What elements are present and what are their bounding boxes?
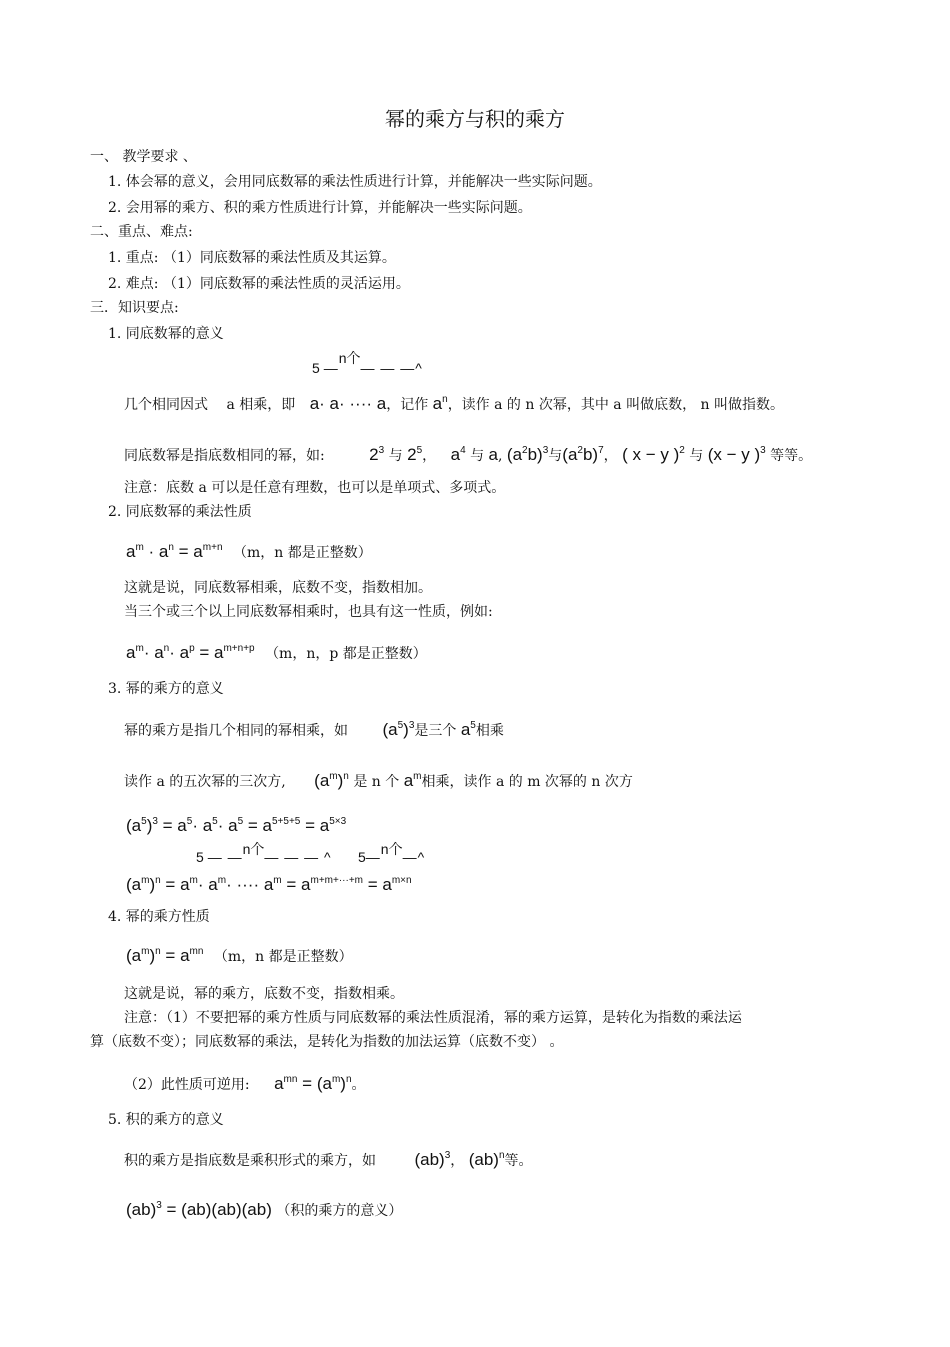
k2-heading: 2. 同底数幂的乘法性质 bbox=[108, 504, 252, 520]
k1-same-base: 同底数幂是指底数相同的幂，如: $2^3$ 与 $2^5$， $a^4$ 与 a, $(a^2b)^3$与$(a^2b)^7$， ( x − y )$^2$ 与 (x − y )$^3$ 等等。 bbox=[124, 445, 813, 464]
k5-text-2: （积的乘方的意义） bbox=[276, 1203, 403, 1219]
k3-example-1: $(a^5)^3 = a^5\cdot a^5\cdot a^5 = a^{5+5+5} = a^{5\times 3}$ bbox=[126, 816, 347, 835]
k2-formula-2: $a^m\cdot a^n\cdot a^p = a^{m+n+p}$ （m，n，p 都是正整数） bbox=[126, 643, 427, 662]
k1-def-c: ，记作 bbox=[386, 397, 429, 413]
k4-note-2: 算（底数不变）；同底数幂的乘法，是转化为指数的加法运算（底数不变） 。 bbox=[90, 1034, 564, 1050]
k3-underbrace-2: 5—n个—^ bbox=[358, 841, 426, 865]
k5-text-1: 积的乘方是指底数是乘积形式的乘方，如 (ab)$^3$， (ab)$^n$等。 bbox=[124, 1150, 533, 1169]
k3-brace-label-1: n个 bbox=[242, 841, 265, 857]
k4-note-3: （2）此性质可逆用: $a^{mn} = (a^m)^n$。 bbox=[124, 1074, 366, 1093]
k1-brace-label: n个 bbox=[338, 350, 361, 366]
k3-text-2: 读作 a 的五次幂的三次方, $(a^m)^n$ 是 n 个 $a^m$相乘，读作 a 的 m 次幂的 n 次方 bbox=[124, 771, 633, 790]
k3-text-1: 幂的乘方是指几个相同的幂相乘，如 $(a^5)^3$是三个 $a^5$相乘 bbox=[124, 720, 504, 739]
k2-text-1: 这就是说，同底数幂相乘，底数不变，指数相加。 bbox=[124, 580, 432, 596]
k1-def-b: a 相乘，即 bbox=[226, 397, 296, 413]
s2-item-2: 2. 难点: （1）同底数幂的乘法性质的灵活运用。 bbox=[108, 276, 410, 292]
k2-cond-2: （m，n，p 都是正整数） bbox=[265, 646, 427, 662]
section-3-heading: 三．知识要点: bbox=[90, 300, 179, 316]
k2-formula: $a^m \cdot a^n = a^{m+n}$ （m，n 都是正整数） bbox=[126, 542, 372, 561]
k1-same-a: 同底数幂是指底数相同的幂，如: bbox=[124, 448, 325, 464]
k1-underbrace: 5 —n个— — —^ bbox=[312, 350, 423, 376]
k4-text-1: 这就是说，幂的乘方，底数不变，指数相乘。 bbox=[124, 986, 404, 1002]
section-2-heading: 二、重点、难点: bbox=[90, 224, 193, 240]
k1-def-product: a· a· ···· a bbox=[309, 394, 387, 413]
k1-note: 注意：底数 a 可以是任意有理数，也可以是单项式、多项式。 bbox=[124, 480, 506, 496]
k3-heading: 3. 幂的乘方的意义 bbox=[108, 681, 224, 697]
page-title: 幂的乘方与积的乘方 bbox=[385, 107, 565, 131]
k3-underbrace-1: 5 — —n个— — — ^ bbox=[196, 841, 332, 865]
k1-def-a: 几个相同因式 bbox=[124, 397, 208, 413]
k1-definition: 几个相同因式 a 相乘，即 a· a· ···· a，记作 $a^n$，读作 a 的 n 次幂，其中 a 叫做底数， n 叫做指数。 bbox=[124, 394, 785, 413]
k4-cond: （m，n 都是正整数） bbox=[213, 949, 353, 965]
k4-note-1: 注意：（1）不要把幂的乘方性质与同底数幂的乘法性质混淆，幂的乘方运算，是转化为指数的乘法运 bbox=[124, 1010, 742, 1026]
k1-same-end: 等等。 bbox=[770, 448, 813, 464]
s1-item-2: 2. 会用幂的乘方、积的乘方性质进行计算，并能解决一些实际问题。 bbox=[108, 200, 532, 216]
k2-text-2: 当三个或三个以上同底数幂相乘时，也具有这一性质，例如: bbox=[124, 604, 493, 620]
k3-brace-label-2: n个 bbox=[380, 841, 403, 857]
s1-item-1: 1. 体会幂的意义，会用同底数幂的乘法性质进行计算，并能解决一些实际问题。 bbox=[108, 174, 602, 190]
k5-formula: (ab)$^3$ = (ab)(ab)(ab) （积的乘方的意义） bbox=[126, 1200, 403, 1219]
k4-heading: 4. 幂的乘方性质 bbox=[108, 909, 210, 925]
k4-formula: $(a^m)^n = a^{mn}$ （m，n 都是正整数） bbox=[126, 946, 353, 965]
k1-def-d: ，读作 a 的 n 次幂，其中 a 叫做底数， n 叫做指数。 bbox=[447, 397, 785, 413]
k3-example-2: $(a^m)^n = a^m\cdot a^m\cdot$ ···· $a^m = a^{m+m+\cdot\cdot\cdot+m} = a^{m\times n}$ bbox=[126, 875, 412, 894]
k5-heading: 5. 积的乘方的意义 bbox=[108, 1112, 224, 1128]
k2-cond-1: （m，n 都是正整数） bbox=[232, 545, 372, 561]
section-1-heading: 一、 教学要求 、 bbox=[90, 149, 197, 165]
s2-item-1: 1. 重点: （1）同底数幂的乘法性质及其运算。 bbox=[108, 250, 396, 266]
k1-heading: 1. 同底数幂的意义 bbox=[108, 326, 224, 342]
